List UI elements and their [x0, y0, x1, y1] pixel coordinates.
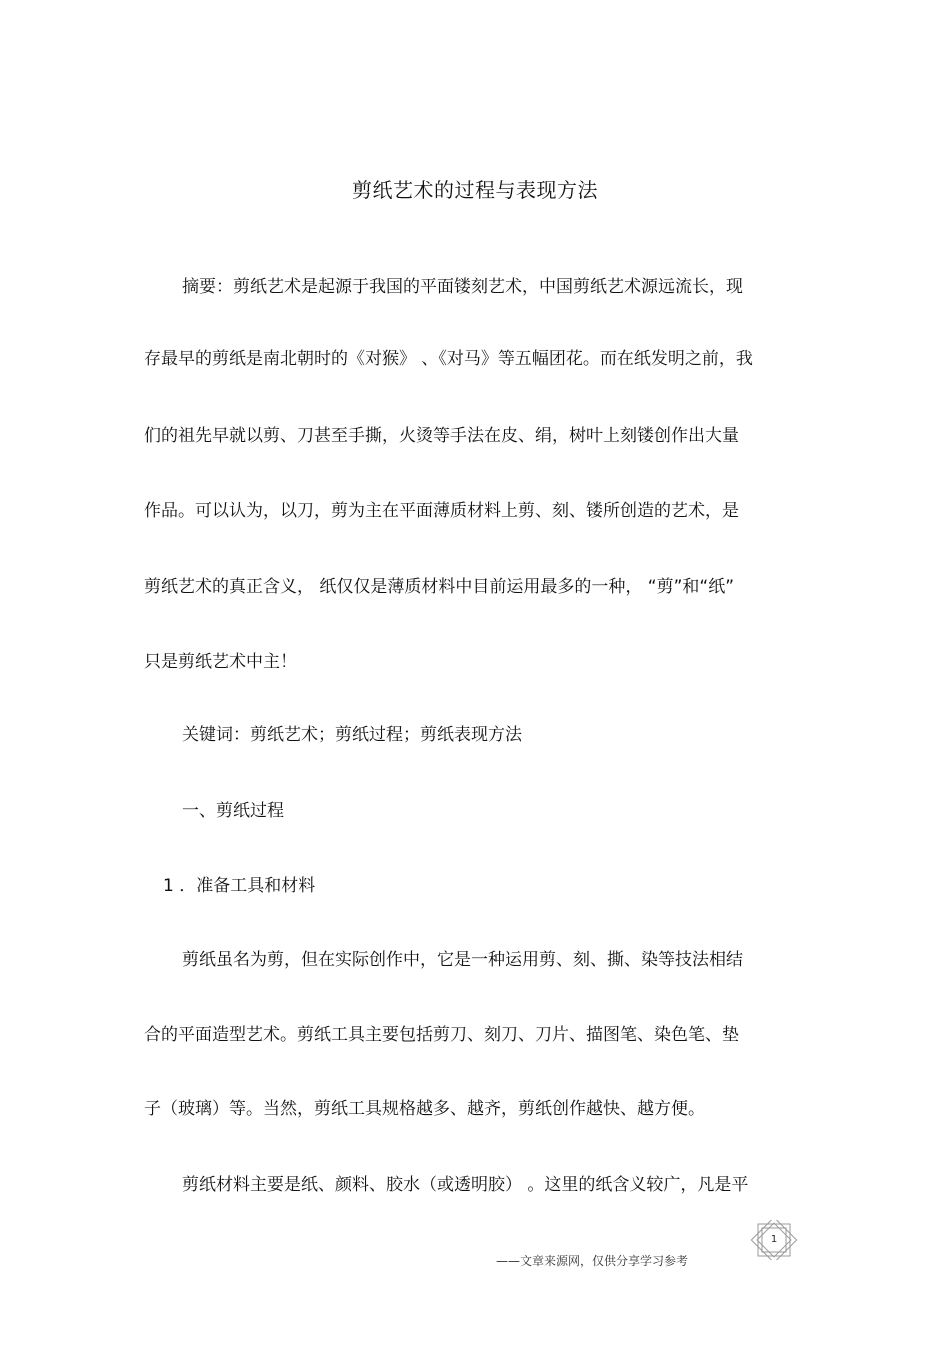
document-title: 剪纸艺术的过程与表现方法	[352, 178, 598, 202]
body-line-2: 合的平面造型艺术。剪纸工具主要包括剪刀、刻刀、刀片、描图笔、染色笔、垫	[144, 1025, 739, 1045]
body-line-4: 剪纸材料主要是纸、颜料、胶水（或透明胶） 。这里的纸含义较广，凡是平	[182, 1175, 749, 1195]
abstract-line-4: 作品。可以认为，以刀，剪为主在平面薄质材料上剪、刻、镂所创造的艺术，是	[144, 501, 739, 521]
abstract-line-1: 摘要：剪纸艺术是起源于我国的平面镂刻艺术，中国剪纸艺术源远流长，现	[182, 277, 743, 297]
abstract-line-3: 们的祖先早就以剪、刀甚至手撕，火烫等手法在皮、绢，树叶上刻镂创作出大量	[144, 426, 739, 446]
abstract-line-6: 只是剪纸艺术中主！	[144, 652, 297, 672]
footer-source-note: ——文章来源网，仅供分享学习参考	[496, 1254, 689, 1268]
subsection-heading: 1 ．准备工具和材料	[163, 876, 316, 896]
keywords-line: 关键词：剪纸艺术；剪纸过程；剪纸表现方法	[182, 725, 522, 745]
body-line-1: 剪纸虽名为剪，但在实际创作中，它是一种运用剪、刻、撕、染等技法相结	[182, 950, 743, 970]
body-line-3: 子（玻璃）等。当然，剪纸工具规格越多、越齐，剪纸创作越快、越方便。	[144, 1099, 705, 1119]
page-number: 1	[770, 1234, 778, 1245]
abstract-line-5: 剪纸艺术的真正含义， 纸仅仅是薄质材料中目前运用最多的一种， “剪”和“纸”	[144, 577, 735, 597]
abstract-line-2: 存最早的剪纸是南北朝时的《对猴》 、《对马》等五幅团花。而在纸发明之前，我	[144, 349, 753, 369]
section-heading: 一、剪纸过程	[182, 801, 284, 821]
